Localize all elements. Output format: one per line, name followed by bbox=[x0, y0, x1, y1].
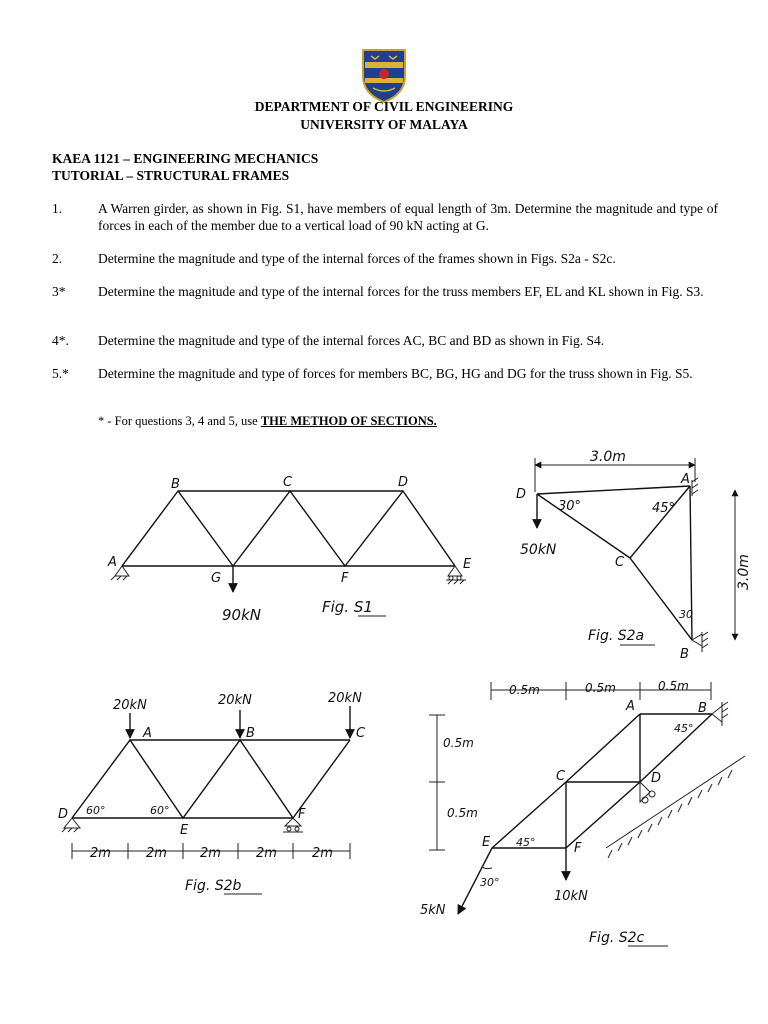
s2c-dim-top-1: 0.5m bbox=[509, 683, 540, 697]
s2b-node-b: B bbox=[246, 726, 255, 741]
question-number: 1. bbox=[52, 201, 63, 216]
s2a-node-a: A bbox=[681, 472, 690, 487]
s2b-roller bbox=[295, 827, 299, 831]
s2b-caption: Fig. S2b bbox=[185, 878, 242, 894]
s2b-angle-d: 60° bbox=[86, 804, 106, 817]
s2c-member-ac bbox=[566, 714, 640, 782]
s1-load-label: 90kN bbox=[222, 606, 261, 624]
s1-node-b: B bbox=[171, 477, 180, 492]
s2b-node-d: D bbox=[58, 807, 69, 822]
s2c-member-df bbox=[566, 782, 640, 848]
s2b-node-e: E bbox=[180, 823, 189, 838]
s2b-node-c: C bbox=[356, 726, 366, 741]
s2a-node-c: C bbox=[615, 555, 625, 570]
s1-node-f: F bbox=[341, 571, 349, 586]
s2a-node-b: B bbox=[680, 647, 689, 662]
s2b-dim-1: 2m bbox=[90, 846, 111, 861]
s2c-dim-top-2: 0.5m bbox=[585, 681, 616, 695]
tutorial-title: TUTORIAL – STRUCTURAL FRAMES bbox=[52, 168, 290, 183]
s2b-web-members bbox=[72, 740, 350, 818]
question-number: 3* bbox=[52, 284, 66, 299]
s2c-load-f: 10kN bbox=[554, 889, 588, 904]
s2a-span-label: 3.0m bbox=[590, 449, 626, 465]
s2c-angle-b: 45° bbox=[674, 722, 694, 735]
s2b-load-a: 20kN bbox=[113, 698, 147, 713]
s2a-angle-a: 45° bbox=[652, 501, 676, 516]
s2c-node-f: F bbox=[574, 841, 582, 856]
s2b-dim-3: 2m bbox=[200, 846, 221, 861]
question-text: A Warren girder, as shown in Fig. S1, have members of equal length of 3m. Determine the magnitude and type of forces in each of the member due to a vertical load of 90 kN acting at G. bbox=[98, 201, 718, 233]
s2b-angle-e: 60° bbox=[150, 804, 170, 817]
s2b-node-f: F bbox=[298, 807, 306, 822]
s2c-load-e: 5kN bbox=[420, 903, 446, 918]
university-heading: UNIVERSITY OF MALAYA bbox=[300, 117, 468, 132]
s1-roller bbox=[457, 576, 461, 580]
s2a-height-label: 3.0m bbox=[736, 554, 752, 590]
s2a-caption: Fig. S2a bbox=[588, 628, 645, 644]
s1-web-members bbox=[122, 491, 455, 566]
s2c-node-e: E bbox=[482, 835, 491, 850]
s2b-dim-4: 2m bbox=[256, 846, 277, 861]
s2b-node-a: A bbox=[143, 726, 152, 741]
s2a-load-label: 50kN bbox=[520, 542, 557, 558]
s2c-support-b bbox=[712, 702, 728, 726]
s1-node-a: A bbox=[108, 555, 117, 570]
figure-s1 bbox=[107, 475, 472, 624]
s2b-dim-5: 2m bbox=[312, 846, 333, 861]
s1-node-d: D bbox=[398, 475, 409, 490]
s2c-node-b: B bbox=[698, 701, 707, 716]
s2a-angle-b: 30 bbox=[679, 608, 693, 621]
s2c-angle-e: 45° bbox=[516, 836, 536, 849]
question-number: 2. bbox=[52, 251, 63, 266]
note-emphasis: THE METHOD OF SECTIONS. bbox=[260, 414, 437, 428]
s2c-dim-side-2: 0.5m bbox=[447, 806, 478, 820]
s2c-roller bbox=[649, 791, 655, 797]
s2b-dim-2: 2m bbox=[146, 846, 167, 861]
figure-s2c bbox=[420, 679, 745, 946]
s2a-member-ac bbox=[630, 486, 690, 558]
s2c-support-d bbox=[640, 782, 650, 802]
department-heading: DEPARTMENT OF CIVIL ENGINEERING bbox=[254, 99, 514, 114]
s1-node-c: C bbox=[283, 475, 293, 490]
s2b-load-b: 20kN bbox=[218, 693, 252, 708]
s2b-load-c: 20kN bbox=[328, 691, 362, 706]
s2c-dim-side-1: 0.5m bbox=[443, 736, 474, 750]
s2b-roller bbox=[287, 827, 291, 831]
s2c-roller bbox=[642, 797, 648, 803]
s1-node-e: E bbox=[463, 557, 472, 572]
figure-s2a bbox=[516, 449, 752, 662]
course-title: KAEA 1121 – ENGINEERING MECHANICS bbox=[52, 151, 319, 166]
s2c-incline-surface bbox=[606, 756, 745, 848]
s2c-incline-hatch bbox=[608, 770, 732, 858]
question-text: Determine the magnitude and type of the internal forces for the truss members EF, EL and KL shown in Fig. S3. bbox=[98, 284, 704, 299]
figure-s2b bbox=[58, 691, 366, 894]
s2c-node-a: A bbox=[626, 699, 635, 714]
s2c-angle-arc-e bbox=[482, 866, 492, 869]
question-number: 4*. bbox=[52, 333, 69, 348]
s2a-member-da bbox=[537, 486, 690, 494]
question-text: Determine the magnitude and type of the internal forces AC, BC and BD as shown in Fig. S4. bbox=[98, 333, 605, 348]
s2c-caption: Fig. S2c bbox=[589, 930, 645, 946]
s2c-node-c: C bbox=[556, 769, 566, 784]
question-number: 5.* bbox=[52, 366, 69, 381]
note-prefix: * - For questions 3, 4 and 5, use bbox=[98, 414, 261, 428]
s1-caption: Fig. S1 bbox=[322, 598, 373, 616]
s2c-node-d: D bbox=[651, 771, 662, 786]
s2c-dim-top-3: 0.5m bbox=[658, 679, 689, 693]
s2a-support-b bbox=[692, 632, 708, 652]
s2a-angle-d: 30° bbox=[558, 499, 582, 514]
s2a-node-d: D bbox=[516, 487, 527, 502]
s2c-angle-load: 30° bbox=[480, 876, 500, 889]
s1-node-g: G bbox=[211, 571, 222, 586]
question-text: Determine the magnitude and type of the internal forces of the frames shown in Figs. S2a - S2c. bbox=[98, 251, 616, 266]
question-text: Determine the magnitude and type of forces for members BC, BG, HG and DG for the truss shown in Fig. S5. bbox=[98, 366, 693, 381]
s1-roller bbox=[449, 576, 453, 580]
